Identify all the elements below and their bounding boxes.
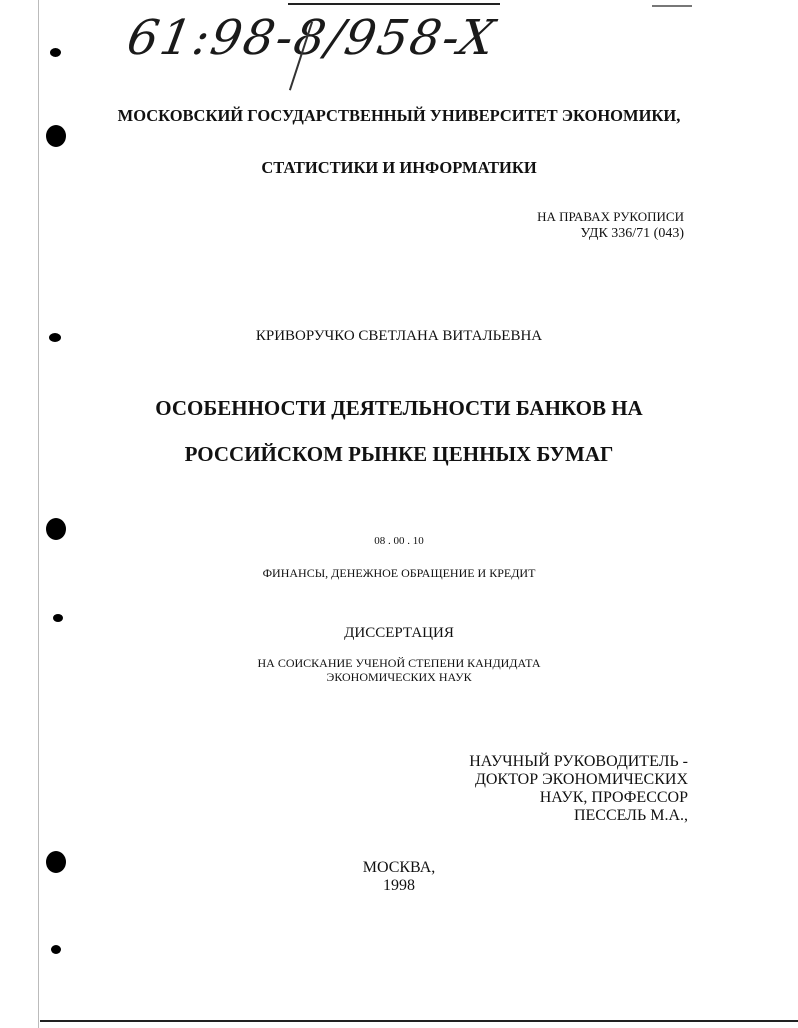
degree-line-1: НА СОИСКАНИЕ УЧЕНОЙ СТЕПЕНИ КАНДИДАТА xyxy=(257,656,541,670)
supervisor-line-4: ПЕССЕЛЬ М.А., xyxy=(573,807,688,824)
supervisor-line-3: НАУК, ПРОФЕССОР xyxy=(539,789,688,806)
binding-hole-5 xyxy=(53,614,63,622)
dissertation-title-line-1: ОСОБЕННОСТИ ДЕЯТЕЛЬНОСТИ БАНКОВ НА xyxy=(155,396,643,420)
binding-hole-7 xyxy=(51,945,61,954)
supervisor-line-2: ДОКТОР ЭКОНОМИЧЕСКИХ xyxy=(474,771,688,788)
bottom-scan-line xyxy=(40,1020,798,1022)
binding-hole-2 xyxy=(46,125,66,147)
udc-code: УДК 336/71 (043) xyxy=(580,226,684,241)
binding-hole-1 xyxy=(50,48,61,57)
top-right-scan-mark xyxy=(652,5,692,7)
specialty-code: 08 . 00 . 10 xyxy=(374,535,424,547)
manuscript-rights-note: НА ПРАВАХ РУКОПИСИ xyxy=(537,209,684,224)
university-name-line-1: МОСКОВСКИЙ ГОСУДАРСТВЕННЫЙ УНИВЕРСИТЕТ ЭКОНОМИКИ, xyxy=(117,106,681,125)
university-name-line-2: СТАТИСТИКИ И ИНФОРМАТИКИ xyxy=(261,158,537,177)
handwritten-registry-number: 61:98-8/958-X xyxy=(123,10,501,66)
degree-line-2: ЭКОНОМИЧЕСКИХ НАУК xyxy=(326,670,472,684)
city: МОСКВА, xyxy=(362,859,436,876)
dissertation-title-line-2: РОССИЙСКОМ РЫНКЕ ЦЕННЫХ БУМАГ xyxy=(184,442,614,466)
author-name: КРИВОРУЧКО СВЕТЛАНА ВИТАЛЬЕВНА xyxy=(255,328,543,344)
top-scan-line xyxy=(288,3,500,5)
supervisor-line-1: НАУЧНЫЙ РУКОВОДИТЕЛЬ - xyxy=(469,753,688,770)
work-type: ДИССЕРТАЦИЯ xyxy=(344,625,454,641)
year: 1998 xyxy=(383,877,415,894)
specialty-name: ФИНАНСЫ, ДЕНЕЖНОЕ ОБРАЩЕНИЕ И КРЕДИТ xyxy=(262,566,536,580)
